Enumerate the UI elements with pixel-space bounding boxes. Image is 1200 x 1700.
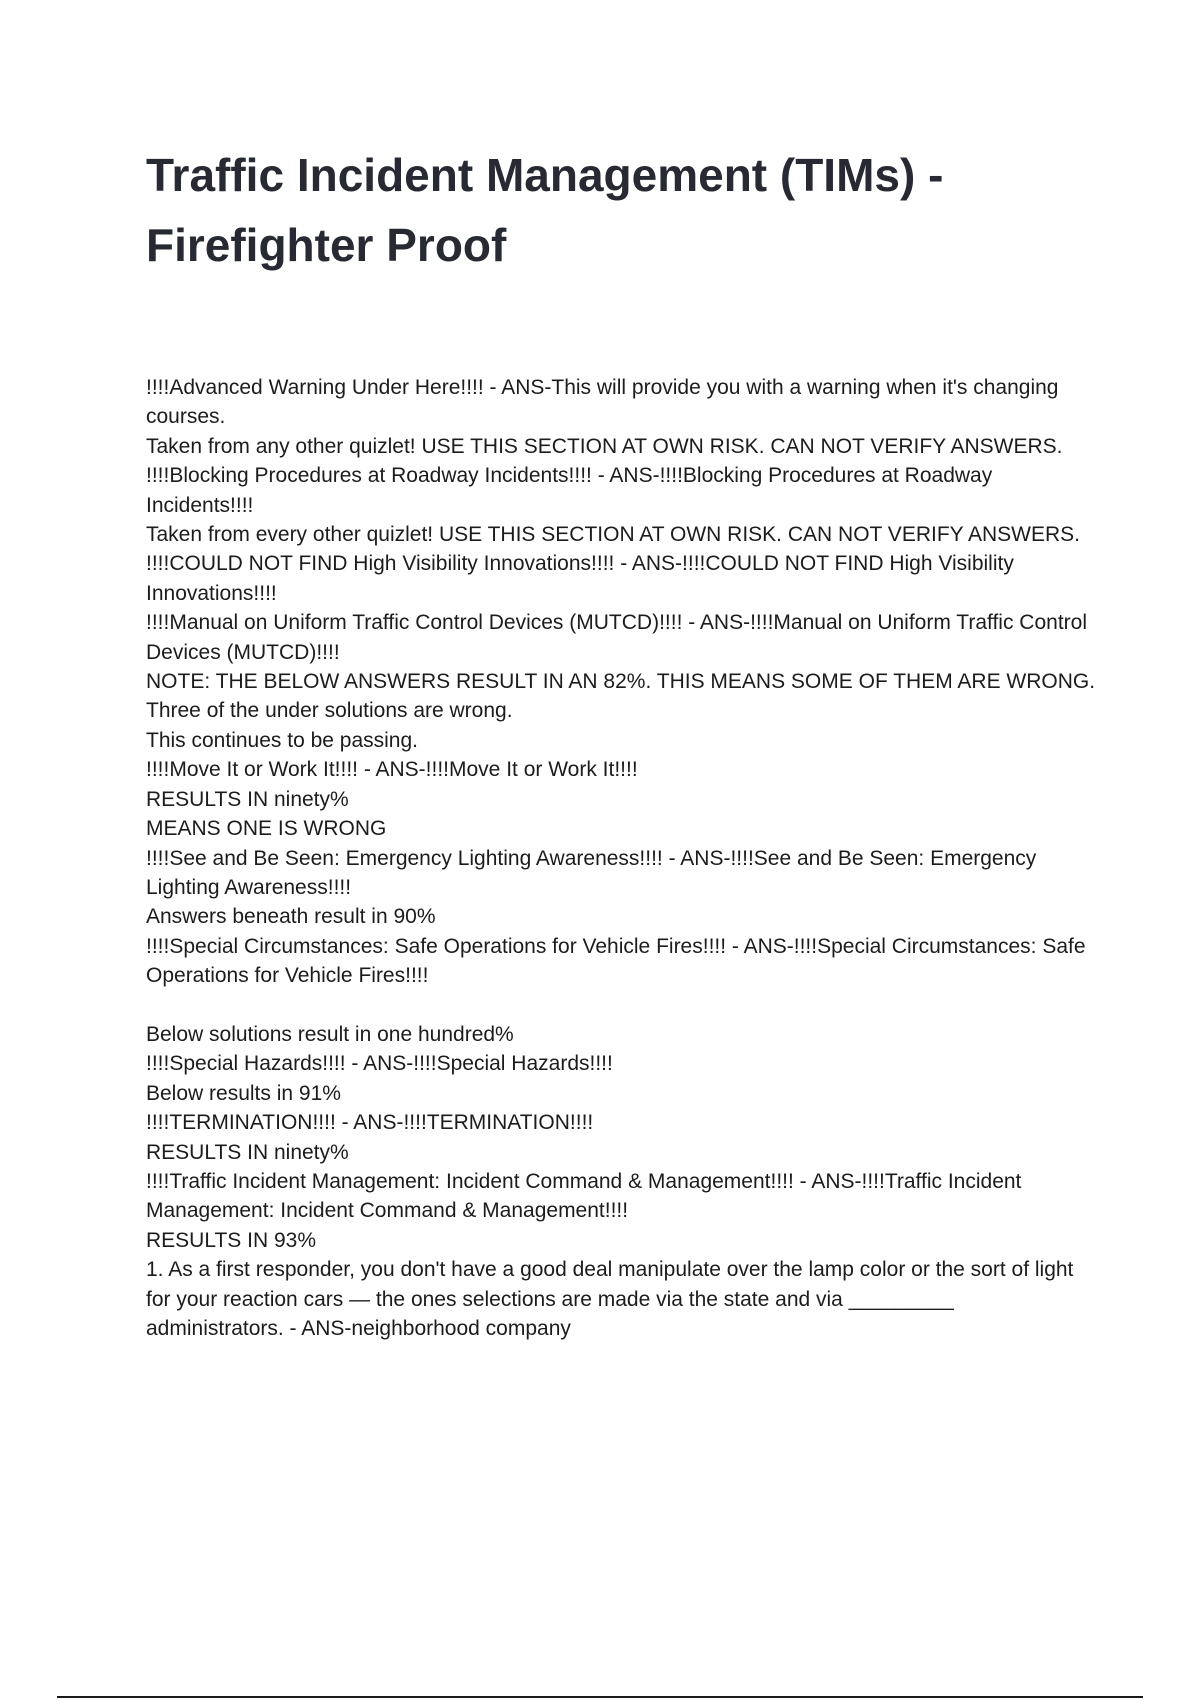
line-results-ninety-1: RESULTS IN ninety% xyxy=(146,787,349,811)
blank-line xyxy=(146,991,1096,1020)
footer-divider xyxy=(57,1696,1143,1698)
line-advanced-warning: !!!!Advanced Warning Under Here!!!! - ANS-This will provide you with a warning when it's changing courses. xyxy=(146,376,1059,429)
document-body xyxy=(146,373,1096,1343)
document-title: Traffic Incident Management (TIMs) - Firefighter Proof xyxy=(146,149,944,271)
line-answers-90: Answers beneath result in 90% xyxy=(146,905,436,929)
line-high-visibility: !!!!COULD NOT FIND High Visibility Innovations!!!! - ANS-!!!!COULD NOT FIND High Visibility Innovations!!!! xyxy=(146,552,1014,605)
line-disclaimer-1: Taken from any other quizlet! USE THIS SECTION AT OWN RISK. CAN NOT VERIFY ANSWERS. xyxy=(146,434,1063,458)
line-means-one-wrong: MEANS ONE IS WRONG xyxy=(146,817,387,841)
line-still-passing: This continues to be passing. xyxy=(146,728,418,752)
line-see-and-be-seen: !!!!See and Be Seen: Emergency Lighting Awareness!!!! - ANS-!!!!See and Be Seen: Emergency Lighting Awareness!!!! xyxy=(146,846,1037,899)
line-blocking-procedures: !!!!Blocking Procedures at Roadway Incidents!!!! - ANS-!!!!Blocking Procedures at Roadway Incidents!!!! xyxy=(146,464,993,517)
line-special-hazards: !!!!Special Hazards!!!! - ANS-!!!!Special Hazards!!!! xyxy=(146,1052,613,1076)
line-move-it: !!!!Move It or Work It!!!! - ANS-!!!!Move It or Work It!!!! xyxy=(146,758,638,782)
line-result-100: Below solutions result in one hundred% xyxy=(146,1022,514,1046)
line-mutcd: !!!!Manual on Uniform Traffic Control Devices (MUTCD)!!!! - ANS-!!!!Manual on Uniform Traffic Control Devices (MUTCD)!!!! xyxy=(146,611,1088,664)
line-results-93: RESULTS IN 93% xyxy=(146,1228,316,1252)
line-termination: !!!!TERMINATION!!!! - ANS-!!!!TERMINATION!!!! xyxy=(146,1111,594,1135)
line-results-ninety-2: RESULTS IN ninety% xyxy=(146,1140,349,1164)
line-disclaimer-2: Taken from every other quizlet! USE THIS SECTION AT OWN RISK. CAN NOT VERIFY ANSWERS. xyxy=(146,523,1080,547)
line-incident-command: !!!!Traffic Incident Management: Incident Command & Management!!!! - ANS-!!!!Traffic Incident Management: Incident Command & Management!!!! xyxy=(146,1169,1022,1223)
line-vehicle-fires: !!!!Special Circumstances: Safe Operations for Vehicle Fires!!!! - ANS-!!!!Special Circumstances: Safe Operations for Vehicle Fires!!!! xyxy=(146,934,1086,988)
line-results-91: Below results in 91% xyxy=(146,1081,341,1105)
line-note-82: NOTE: THE BELOW ANSWERS RESULT IN AN 82%. THIS MEANS SOME OF THEM ARE WRONG. Three of the under solutions are wrong. xyxy=(146,670,1096,723)
line-question-1: 1. As a first responder, you don't have a good deal manipulate over the lamp color or the sort of light for your reaction cars — the ones selections are made via the state and via _________ administrators. - ANS-neighborhood company xyxy=(146,1258,1074,1340)
